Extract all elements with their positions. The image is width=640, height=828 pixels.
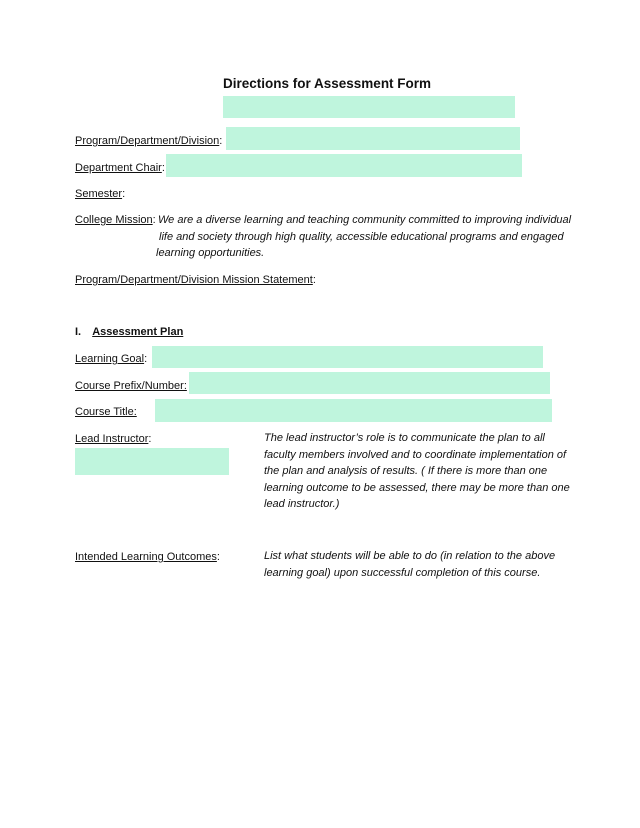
outcomes-note-line: List what students will be able to do (in relation to the above [264, 550, 556, 562]
course-prefix-label: Course Prefix/Number: [75, 380, 187, 392]
title-field[interactable] [223, 96, 515, 118]
chair-label: Department Chair: [75, 162, 165, 174]
outcomes-note-line: learning goal) upon successful completion of this course. [264, 566, 541, 579]
lead-instructor-note-line: lead instructor.) [264, 498, 340, 510]
lead-instructor-note-line: The lead instructor’s role is to communicate the plan to all [264, 432, 545, 444]
mission-statement-label: Program/Department/Division Mission Statement: [75, 274, 316, 286]
learning-goal-field[interactable] [152, 346, 543, 368]
college-mission-line: We are a diverse learning and teaching community committed to improving individual [158, 214, 572, 226]
lead-instructor-note [264, 430, 570, 513]
college-mission-text [158, 212, 571, 262]
semester-label: Semester: [75, 188, 126, 200]
lead-instructor-note-line: faculty members involved and to coordinate implementation of [264, 448, 567, 461]
section-heading [75, 326, 183, 338]
college-mission-label: College Mission: [75, 214, 156, 226]
college-mission-line: learning opportunities. [156, 247, 265, 259]
chair-field[interactable] [166, 154, 522, 177]
program-field[interactable] [226, 127, 520, 150]
course-title-field[interactable] [155, 399, 552, 422]
lead-instructor-field[interactable] [75, 448, 229, 475]
section-number: I. [75, 326, 82, 338]
learning-goal-label: Learning Goal: [75, 353, 148, 365]
program-label: Program/Department/Division: [75, 135, 223, 147]
page-title: Directions for Assessment Form [223, 76, 432, 91]
intended-outcomes-label: Intended Learning Outcomes: [75, 551, 220, 563]
lead-instructor-note-line: the plan and analysis of results. ( If there is more than one [264, 465, 548, 477]
college-mission-line: life and society through high quality, accessible educational programs and engaged [159, 230, 564, 243]
lead-instructor-label: Lead Instructor: [75, 433, 152, 445]
lead-instructor-note-line: learning outcome to be assessed, there may be more than one [264, 481, 570, 494]
course-prefix-field[interactable] [189, 372, 550, 394]
course-title-label: Course Title: [75, 406, 137, 418]
section-title: Assessment Plan [92, 326, 184, 338]
outcomes-note [264, 548, 555, 581]
